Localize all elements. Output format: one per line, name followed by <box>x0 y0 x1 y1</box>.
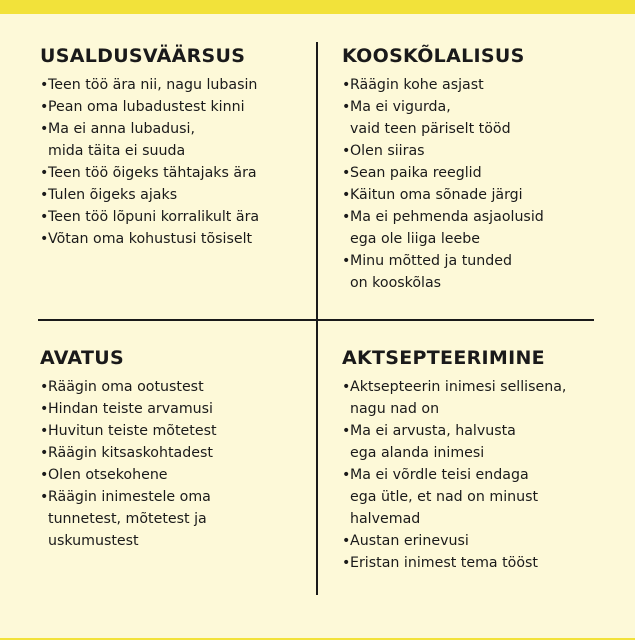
list-item: • Ma ei võrdle teisi endaga ega ütle, et nad on minust halvemad <box>342 464 622 530</box>
list-item: • Räägin inimestele oma tunnetest, mõtetest ja uskumustest <box>40 486 308 552</box>
list-item: • Käitun oma sõnade järgi <box>342 184 622 206</box>
list-item: • Teen töö lõpuni korralikult ära <box>40 206 308 228</box>
quadrant-title: USALDUSVÄÄRSUS <box>40 45 246 67</box>
quadrant-aktsepteerimine <box>342 346 622 574</box>
list-item: • Minu mõtted ja tunded on kooskõlas <box>342 250 622 294</box>
list-item: • Olen siiras <box>342 140 622 162</box>
list-item: • Aktsepteerin inimesi sellisena, nagu nad on <box>342 376 622 420</box>
list-item: • Olen otsekohene <box>40 464 308 486</box>
quadrant-usaldusvaarsus <box>40 44 308 250</box>
quadrant-list <box>40 376 308 552</box>
list-item: • Ma ei vigurda, vaid teen päriselt tööd <box>342 96 622 140</box>
quadrant-title: AVATUS <box>40 347 124 369</box>
list-item: • Huvitun teiste mõtetest <box>40 420 308 442</box>
list-item: • Ma ei pehmenda asjaolusid ega ole liiga leebe <box>342 206 622 250</box>
quadrant-list <box>40 74 308 250</box>
quadrant-title: AKTSEPTEERIMINE <box>342 347 545 369</box>
list-item: • Hindan teiste arvamusi <box>40 398 308 420</box>
list-item: • Võtan oma kohustusi tõsiselt <box>40 228 308 250</box>
quadrant-list <box>342 376 622 574</box>
list-item: • Eristan inimest tema tööst <box>342 552 622 574</box>
top-accent-bar <box>0 0 635 14</box>
quadrant-title: KOOSKÕLALISUS <box>342 45 525 67</box>
list-item: • Sean paika reeglid <box>342 162 622 184</box>
list-item: • Pean oma lubadustest kinni <box>40 96 308 118</box>
list-item: • Räägin oma ootustest <box>40 376 308 398</box>
list-item: • Tulen õigeks ajaks <box>40 184 308 206</box>
list-item: • Räägin kohe asjast <box>342 74 622 96</box>
list-item: • Teen töö ära nii, nagu lubasin <box>40 74 308 96</box>
list-item: • Teen töö õigeks tähtajaks ära <box>40 162 308 184</box>
list-item: • Räägin kitsaskohtadest <box>40 442 308 464</box>
quadrant-avatus <box>40 346 308 552</box>
horizontal-divider <box>38 319 594 321</box>
quadrant-kooskolalisus <box>342 44 622 294</box>
list-item: • Ma ei arvusta, halvusta ega alanda inimesi <box>342 420 622 464</box>
quadrant-list <box>342 74 622 294</box>
list-item: • Ma ei anna lubadusi, mida täita ei suuda <box>40 118 308 162</box>
list-item: • Austan erinevusi <box>342 530 622 552</box>
